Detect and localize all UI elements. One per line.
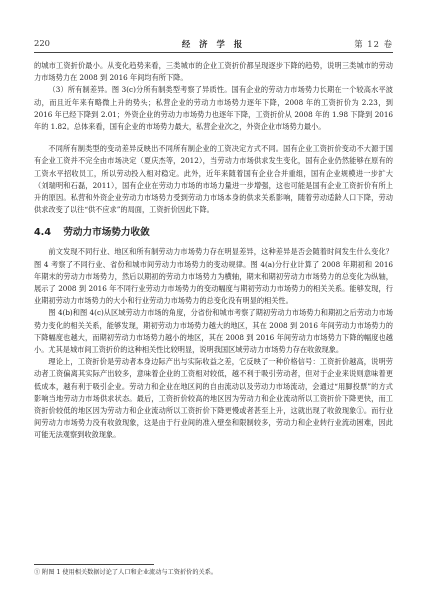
paragraph-1: 的城市工资折价最小。从变化趋势来看，三类城市的企业工资折价都呈现逐步下降的趋势，说明三类城市的劳动力市场势力在 2008 到 2016 年间均有所下降。 [34, 61, 393, 83]
paragraph-4: 前文发现不同行业、地区和所有制劳动力市场势力存在明显差异，这种差异是否会随着时间发生什么变化？图 4 考察了不同行业、省份和城市间劳动力市场势力的变动规律。图 4(a)分行业计算了 2008 年期初和 2016 年期末的劳动力市场势力，然后以期初的劳动力市场势力为横轴，期末和期初劳动力市场势力的总变化为纵轴，展示了 2008 到 2016 年不同行业劳动力市场势力的变动幅度与期初劳动力市场势力的相关关系。能够发现，行业期初劳动力市场势力的大小和行业劳动力市场势力的总变化没有明显的相关性。 [34, 247, 393, 306]
body-text [34, 60, 393, 561]
page-number: 220 [34, 38, 50, 48]
spacer [34, 216, 393, 226]
footnote-rule [34, 564, 154, 565]
paragraph-2: （3）所有制差异。图 3(c)分所有制类型考察了异质性。国有企业的劳动力市场势力长期在一个较高水平波动，而且近年来有略微上升的势头；私营企业的劳动力市场势力逐年下降，2008 年的工资折价为 2.23，到 2016 年已经下降到 2.01；外资企业的劳动力市场势力也逐年下降，工资折价从 2008 年的 1.98 下降到 2016 年的 1.82。总体来看，国有企业的市场势力最大，私营企业次之，外资企业市场势力最小。 [34, 85, 393, 132]
journal-title: 经 济 学 报 [181, 39, 246, 49]
running-header [34, 38, 393, 50]
paragraph-5: 图 4(b)和图 4(c)从区域劳动力市场的角度，分省份和城市考察了期初劳动力市场势力和期初之后劳动力市场势力变化的相关关系，能够发现，期初劳动力市场势力越大的地区，其在 2008 到 2016 年间劳动力市场势力的下降幅度也越大，而期初劳动力市场势力越小的地区，其在 2008 到 2016 年间劳动力市场势力下降的幅度也越小。尤其是城市间工资折价的这种相关性比较明显，说明我国区域劳动力市场势力存在收敛现象。 [34, 308, 393, 355]
volume-label: 第 12 卷 [354, 39, 393, 49]
footnote: ① 附图 1 使用相关数据讨论了人口和企业流动与工资折价的关系。 [34, 569, 218, 576]
section-number: 4.4 [34, 227, 51, 239]
section-title: 劳动力市场势力收敛 [63, 227, 150, 239]
spacer [34, 133, 393, 143]
paragraph-3: 不同所有制类型的变动差异反映出不同所有制企业的工资决定方式不同。国有企业工资折价变动不大源于国有企业工资并不完全由市场决定（夏庆杰等，2012），当劳动力市场供求发生变化，国有企业仍然能够在原有的工资水平招收员工，所以劳动投入相对稳定。此外，近年来随着国有企业合并重组，国有企业规模进一步扩大（刘瑞明和石磊，2011），国有企业在劳动力市场的市场力量进一步增强，这也可能是国有企业工资折价有所上升的原因。私营和外资企业劳动力市场势力受到劳动力市场本身的供求关系影响，随着劳动适龄人口下降，劳动供求改变了以往“供不应求”的局面，工资折价因此下降。 [34, 144, 393, 215]
header-rule [34, 52, 393, 53]
section-heading [34, 226, 393, 240]
paragraph-6: 理论上，工资折价是劳动者本身边际产出与实际收益之差，它反映了一种价格信号：工资折价越高，说明劳动者工资偏离其实际产出较多，意味着企业的工资相对较低，越不利于吸引劳动者，但对于企业来说则意味着更低成本，越有利于吸引企业。劳动力和企业在地区间的自由流动以及劳动力市场流动，会通过“用脚投票”的方式影响当地劳动力市场供求状态。最后，工资折价较高的地区因为劳动力和企业流动所以工资折价下降更快，而工资折价较低的地区因为劳动力和企业流动所以工资折价下降更慢或者甚至上升，这就出现了收敛现象①。而行业间劳动力市场势力没有收敛现象，这是由于行业间的准入壁垒和限制较多，劳动力和企业转行业流动困难，因此可能无法观察到收敛现象。 [34, 357, 393, 440]
